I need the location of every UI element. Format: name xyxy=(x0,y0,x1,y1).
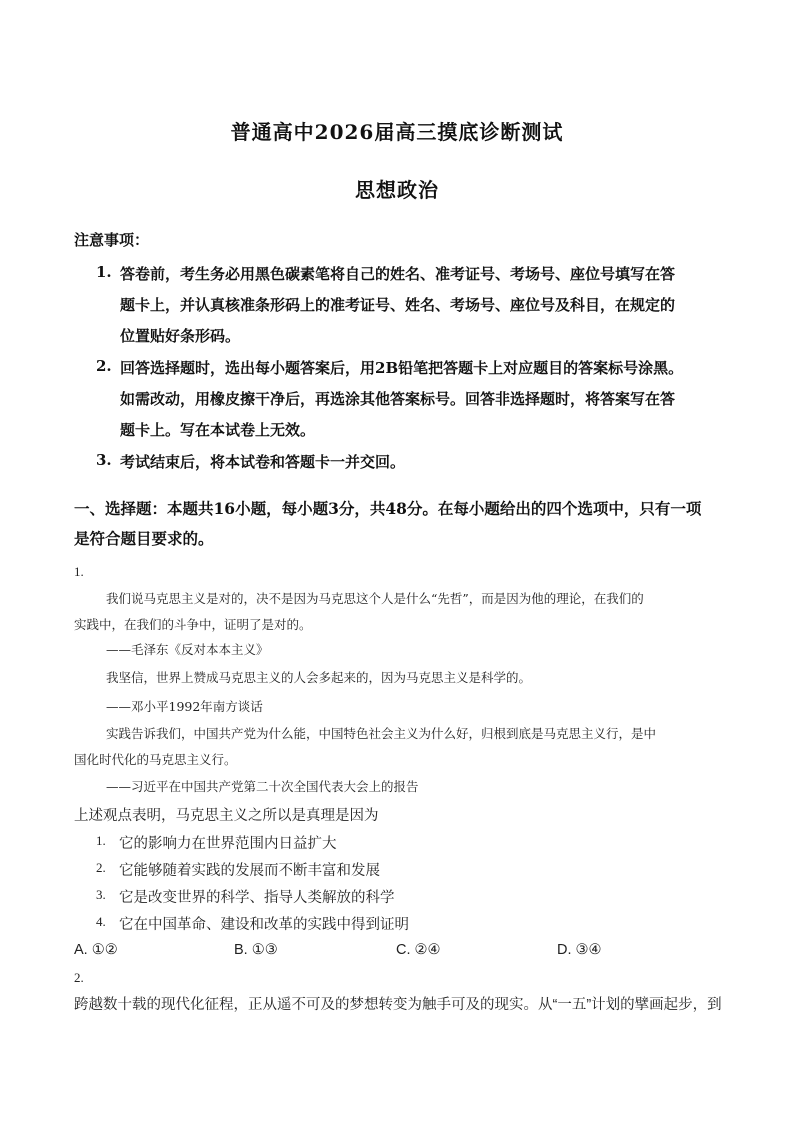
quote-line: 实践告诉我们，中国共产党为什么能，中国特色社会主义为什么好，归根到底是马克思主义行，是中 xyxy=(106,726,657,741)
notice-heading: 注意事项： xyxy=(74,231,150,249)
quote-line: 国化时代化的马克思主义行。 xyxy=(74,752,237,767)
statement-text: 它在中国革命、建设和改革的实践中得到证明 xyxy=(119,917,409,933)
quote-source: ——邓小平1992年南方谈话 xyxy=(106,699,263,714)
statement-number: 3. xyxy=(96,887,106,902)
section-heading-line: 一、选择题：本题共16小题，每小题3分，共48分。在每小题给出的四个选项中，只有一项 xyxy=(74,499,702,518)
question-text: 跨越数十载的现代化征程，正从遥不可及的梦想转变为触手可及的现实。从“一五”计划的擘画起步，到 xyxy=(74,997,722,1013)
quote-line: 我坚信，世界上赞成马克思主义的人会多起来的，因为马克思主义是科学的。 xyxy=(106,670,532,685)
question-number: 1. xyxy=(74,564,84,579)
quote-source: ——毛泽东《反对本本主义》 xyxy=(106,642,269,657)
option-b[interactable]: B. ①③ xyxy=(234,942,278,958)
quote-source: ——习近平在中国共产党第二十次全国代表大会上的报告 xyxy=(106,779,419,794)
quote-line: 实践中，在我们的斗争中，证明了是对的。 xyxy=(74,617,312,632)
option-d[interactable]: D. ③④ xyxy=(557,942,602,958)
question-stem: 上述观点表明，马克思主义之所以是真理是因为 xyxy=(74,808,379,824)
statement-number: 1. xyxy=(96,833,106,848)
notice-line: 回答选择题时，选出每小题答案后，用2B铅笔把答题卡上对应题目的答案标号涂黑。 xyxy=(120,359,684,377)
notice-line: 如需改动，用橡皮擦干净后，再选涂其他答案标号。回答非选择题时，将答案写在答 xyxy=(120,390,676,408)
statement-text: 它能够随着实践的发展而不断丰富和发展 xyxy=(119,863,380,879)
statement-text: 它是改变世界的科学、指导人类解放的科学 xyxy=(119,890,395,906)
notice-line: 考试结束后，将本试卷和答题卡一并交回。 xyxy=(120,453,406,471)
notice-number: 2. xyxy=(96,357,112,375)
statement-number: 4. xyxy=(96,914,106,929)
notice-number: 1. xyxy=(96,263,112,281)
subject-title: 思想政治 xyxy=(355,178,439,202)
option-c[interactable]: C. ②④ xyxy=(396,942,441,958)
option-a[interactable]: A. ①② xyxy=(74,942,118,958)
notice-line: 位置贴好条形码。 xyxy=(120,327,241,345)
statement-number: 2. xyxy=(96,860,106,875)
notice-line: 答卷前，考生务必用黑色碳素笔将自己的姓名、准考证号、考场号、座位号填写在答 xyxy=(120,265,676,283)
question-number: 2. xyxy=(74,970,84,985)
statement-text: 它的影响力在世界范围内日益扩大 xyxy=(119,836,337,852)
notice-line: 题卡上，并认真核准条形码上的准考证号、姓名、考场号、座位号及科目，在规定的 xyxy=(120,296,676,314)
exam-title: 普通高中2026届高三摸底诊断测试 xyxy=(230,120,564,144)
notice-number: 3. xyxy=(96,451,112,469)
notice-line: 题卡上。写在本试卷上无效。 xyxy=(120,421,316,439)
quote-line: 我们说马克思主义是对的，决不是因为马克思这个人是什么“先哲”，而是因为他的理论，在我们的 xyxy=(106,591,644,606)
section-heading-line: 是符合题目要求的。 xyxy=(74,529,214,548)
